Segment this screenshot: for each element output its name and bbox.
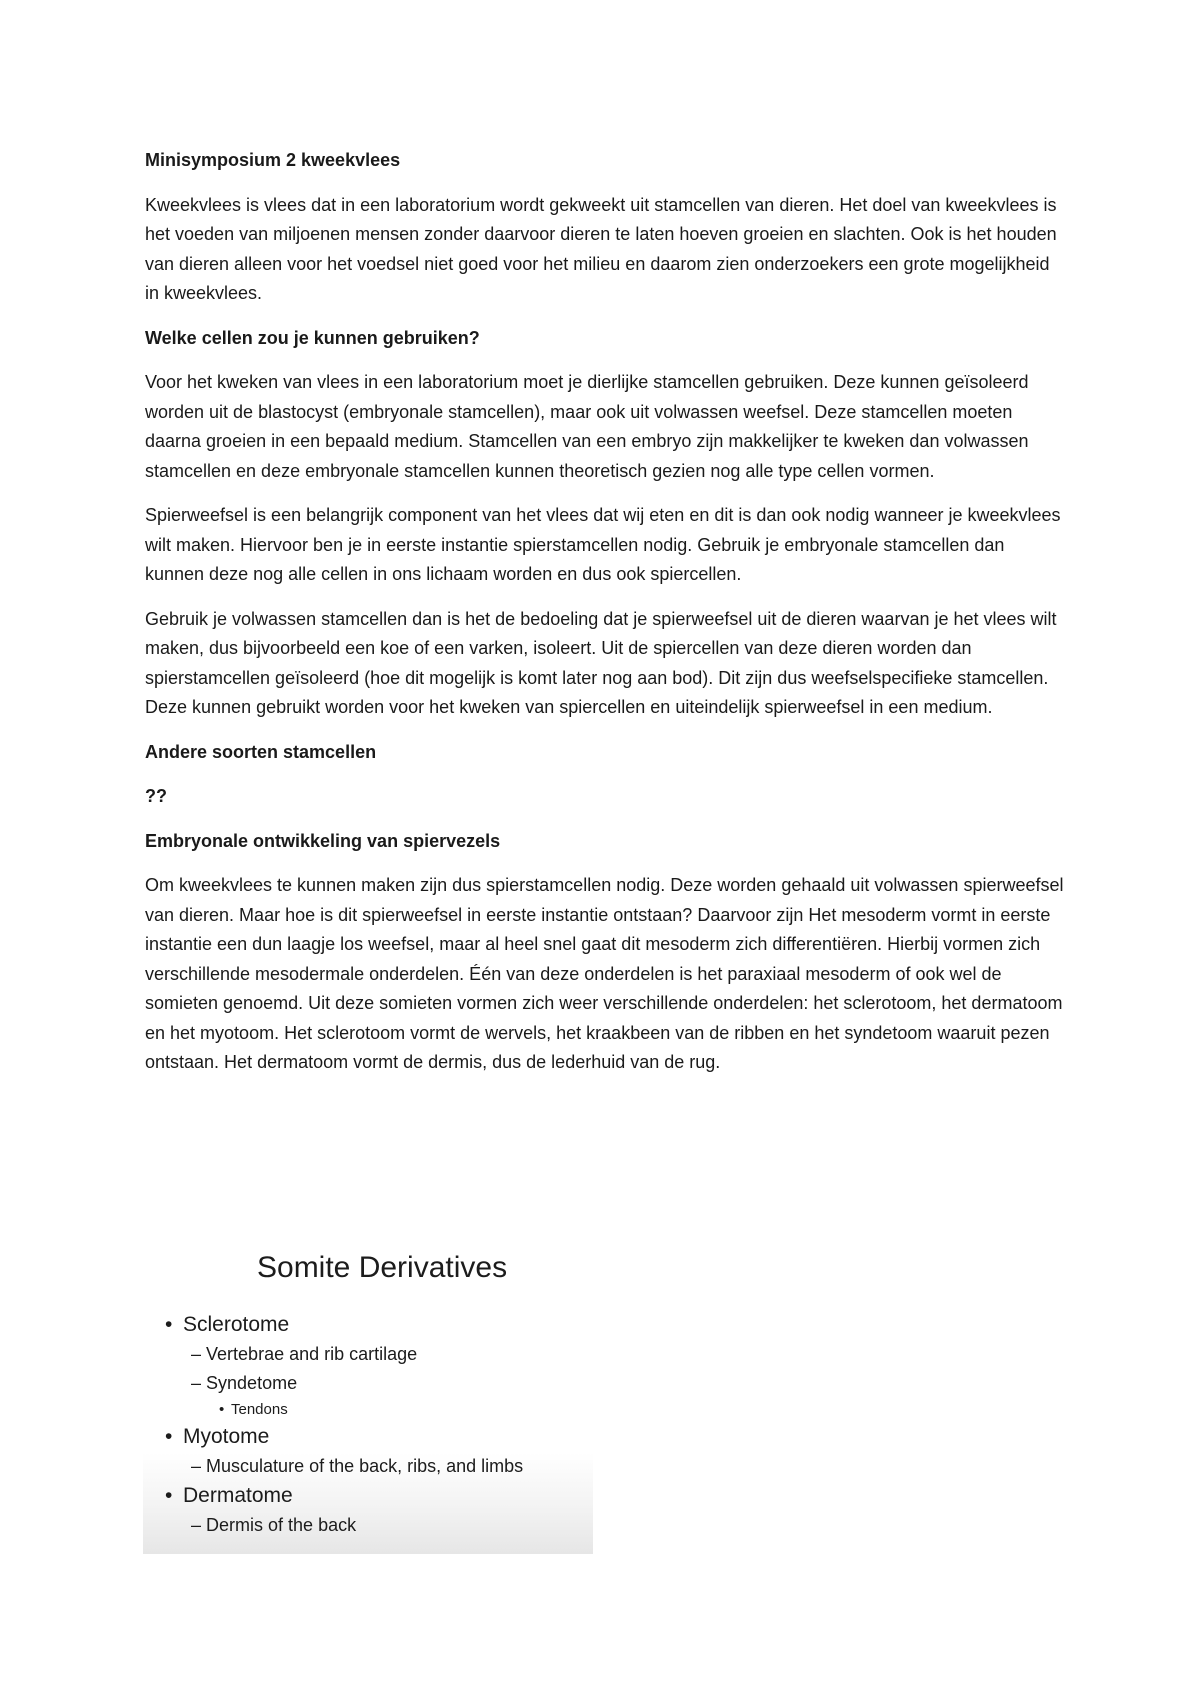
list-item-label: Sclerotome [183, 1313, 290, 1336]
list-item-label: Dermatome [183, 1484, 293, 1507]
list-item-myotome [143, 1422, 593, 1452]
bullet-icon: • [165, 1484, 173, 1507]
paragraph-embryonic-development: Om kweekvlees te kunnen maken zijn dus spierstamcellen nodig. Deze worden gehaald uit volwassen spierweefsel van dieren. Maar hoe is dit spierweefsel in eerste instantie ontstaan? Daarvoor zijn Het mesoderm vormt in eerste instantie een dun laagje los weefsel, maar al heel snel gaat dit mesoderm zich differentiëren. Hierbij vormen zich verschillende mesodermale onderdelen. Één van deze onderdelen is het paraxiaal mesoderm of ook wel de somieten genoemd. Uit deze somieten vormen zich weer verschillende onderdelen: het sclerotoom, het dermatoom en het myotoom. Het sclerotoom vormt de wervels, het kraakbeen van de ribben en het syndetoom waaruit pezen ontstaan. Het dermatoom vormt de dermis, dus de lederhuid van de rug. [145, 875, 1064, 1072]
list-item-sclerotome [143, 1310, 593, 1340]
subsublist-item-label: Tendons [231, 1401, 288, 1418]
sublist-item-label: Dermis of the back [206, 1515, 357, 1535]
figure-title: Somite Derivatives [257, 1251, 508, 1284]
section-heading-cells: Welke cellen zou je kunnen gebruiken? [145, 327, 480, 348]
paragraph-muscle-tissue: Spierweefsel is een belangrijk component van het vlees dat wij eten en dit is dan ook nodig wanneer je kweekvlees wilt maken. Hiervoor ben je in eerste instantie spierstamcellen nodig. Gebruik je embryonale stamcellen dan kunnen deze nog alle cellen in ons lichaam worden en dus ook spiercellen. [145, 505, 1061, 584]
bullet-icon: • [165, 1425, 173, 1448]
dash-icon: – [191, 1344, 202, 1364]
dash-icon: – [191, 1373, 202, 1393]
subsublist-item [143, 1398, 593, 1422]
sublist-item [143, 1369, 593, 1398]
sublist-item [143, 1340, 593, 1369]
dash-icon: – [191, 1456, 202, 1476]
document-title: Minisymposium 2 kweekvlees [145, 150, 401, 170]
section-placeholder: ?? [145, 786, 167, 806]
sublist-item-label: Syndetome [206, 1373, 298, 1393]
section-heading-embryonic-development: Embryonale ontwikkeling van spiervezels [145, 830, 501, 851]
somite-derivatives-figure [143, 1238, 593, 1554]
document-body [145, 146, 1065, 1093]
figure-list [143, 1310, 593, 1540]
bullet-icon: • [165, 1313, 173, 1336]
bullet-icon: • [219, 1401, 225, 1418]
sublist-item [143, 1452, 593, 1481]
section-heading-other-stemcells: Andere soorten stamcellen [145, 741, 377, 762]
sublist-item-label: Vertebrae and rib cartilage [206, 1344, 418, 1364]
sublist-item [143, 1511, 593, 1540]
dash-icon: – [191, 1515, 202, 1535]
paragraph-adult-stemcells: Gebruik je volwassen stamcellen dan is het de bedoeling dat je spierweefsel uit de dieren waarvan je het vlees wilt maken, dus bijvoorbeeld een koe of een varken, isoleert. Uit de spiercellen van deze dieren worden dan spierstamcellen geïsoleerd (hoe dit mogelijk is komt later nog aan bod). Dit zijn dus weefselspecifieke stamcellen. Deze kunnen gebruikt worden voor het kweken van spiercellen en uiteindelijk spierweefsel in een medium. [145, 608, 1057, 717]
intro-paragraph: Kweekvlees is vlees dat in een laboratorium wordt gekweekt uit stamcellen van dieren. Het doel van kweekvlees is het voeden van miljoenen mensen zonder daarvoor dieren te laten hoeven groeien en slachten. Ook is het houden van dieren alleen voor het voedsel niet goed voor het milieu en daarom zien onderzoekers een grote mogelijkheid in kweekvlees. [145, 194, 1057, 303]
sublist-item-label: Musculature of the back, ribs, and limbs [206, 1456, 524, 1476]
list-item-label: Myotome [183, 1425, 270, 1448]
paragraph-stemcells: Voor het kweken van vlees in een laboratorium moet je dierlijke stamcellen gebruiken. Deze kunnen geïsoleerd worden uit de blastocyst (embryonale stamcellen), maar ook uit volwassen weefsel. Deze stamcellen moeten daarna groeien in een bepaald medium. Stamcellen van een embryo zijn makkelijker te kweken dan volwassen stamcellen en deze embryonale stamcellen kunnen theoretisch gezien nog alle type cellen vormen. [145, 372, 1029, 481]
list-item-dermatome [143, 1481, 593, 1511]
